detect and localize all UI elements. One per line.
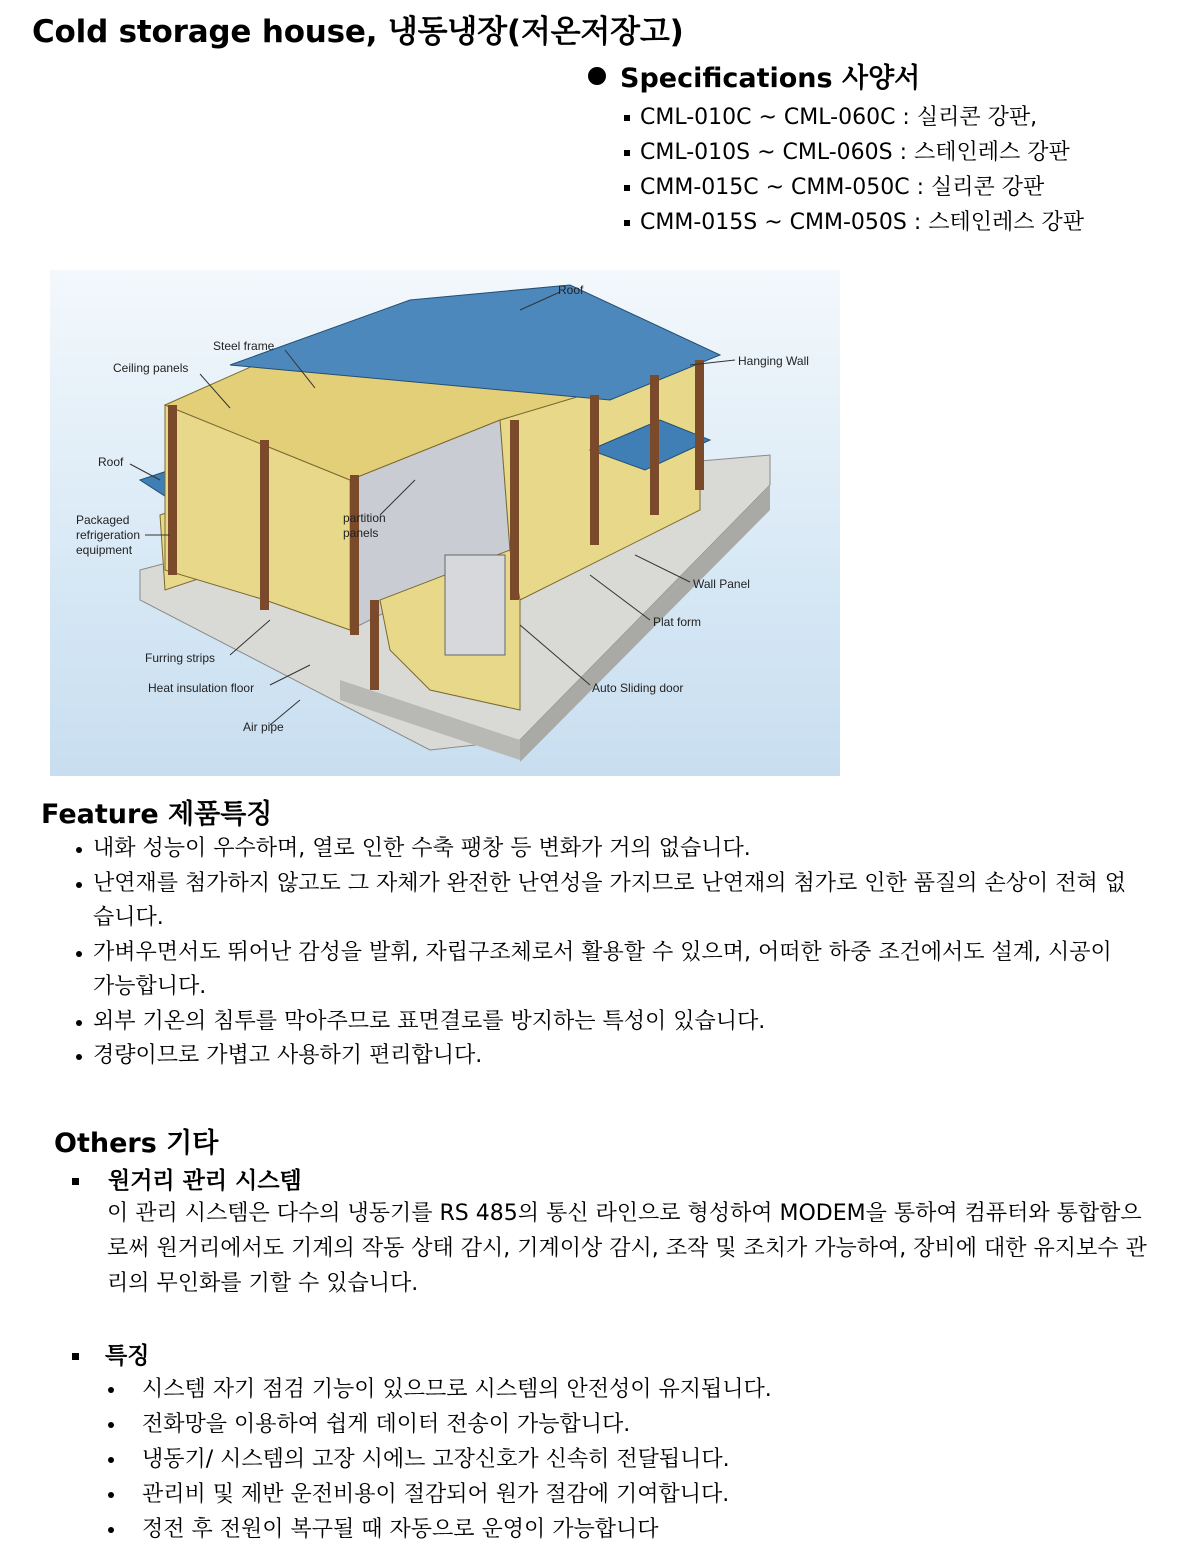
spec-item-text: CMM-015C ~ CMM-050C : 실리콘 강판 bbox=[640, 175, 1045, 200]
others-heading: Others 기타 bbox=[54, 1128, 219, 1159]
label-packaged-line2: refrigeration bbox=[76, 528, 141, 542]
sliding-door bbox=[445, 555, 505, 655]
label-roof-left: Roof bbox=[98, 455, 124, 469]
label-wall-panel: Wall Panel bbox=[693, 577, 750, 591]
feature-item-text: 경량이므로 가볍고 사용하기 편리합니다. bbox=[93, 1043, 483, 1068]
bullet-dot-icon bbox=[108, 1422, 114, 1428]
label-heat-insulation-floor: Heat insulation floor bbox=[148, 681, 255, 695]
square-bullet-icon bbox=[624, 220, 630, 226]
others-feature-item bbox=[106, 1512, 772, 1547]
feature-item-text: 난연재를 첨가하지 않고도 그 자체가 완전한 난연성을 가지므로 난연재의 첨가로 인한 품질의 손상이 전혀 없습니다. bbox=[93, 870, 1126, 930]
label-plat-form: Plat form bbox=[653, 615, 702, 629]
specifications-section bbox=[588, 60, 1084, 240]
spec-item bbox=[624, 170, 1084, 205]
remote-system-heading-text: 원거리 관리 시스템 bbox=[108, 1168, 302, 1194]
cold-storage-diagram bbox=[50, 270, 840, 776]
diagram-illustration bbox=[50, 270, 840, 776]
spec-item bbox=[624, 205, 1084, 240]
feature-item bbox=[76, 832, 1136, 867]
bullet-dot-icon bbox=[108, 1387, 114, 1393]
feature-item-text: 내화 성능이 우수하며, 열로 인한 수축 팽창 등 변화가 거의 없습니다. bbox=[93, 836, 751, 861]
others-feature-item bbox=[106, 1372, 772, 1407]
feature-heading: Feature 제품특징 bbox=[41, 799, 273, 830]
feature-item bbox=[76, 867, 1136, 936]
bullet-dot-icon bbox=[76, 882, 82, 888]
specifications-list bbox=[588, 100, 1084, 240]
specifications-heading bbox=[588, 60, 1084, 98]
feature-item bbox=[76, 1039, 1136, 1074]
bullet-dot-icon bbox=[108, 1492, 114, 1498]
spec-item-text: CML-010S ~ CML-060S : 스테인레스 강판 bbox=[640, 140, 1070, 165]
feature-item-text: 외부 기온의 침투를 막아주므로 표면결로를 방지하는 특성이 있습니다. bbox=[93, 1008, 766, 1034]
bullet-dot-icon bbox=[588, 67, 606, 85]
feature-list bbox=[76, 832, 1136, 1074]
spec-item bbox=[624, 100, 1084, 135]
others-feature-item-text: 정전 후 전원이 복구될 때 자동으로 운영이 가능합니다 bbox=[142, 1517, 659, 1542]
label-hanging-wall: Hanging Wall bbox=[738, 354, 809, 368]
spec-item-text: CMM-015S ~ CMM-050S : 스테인레스 강판 bbox=[640, 210, 1085, 235]
square-bullet-icon bbox=[624, 185, 630, 191]
bullet-dot-icon bbox=[76, 1020, 82, 1026]
others-feature-item bbox=[106, 1477, 772, 1512]
square-bullet-icon bbox=[72, 1178, 79, 1185]
label-furring-strips: Furring strips bbox=[145, 651, 216, 665]
label-roof-top: Roof bbox=[558, 283, 584, 297]
label-auto-sliding-door: Auto Sliding door bbox=[592, 681, 684, 695]
others-feature-item bbox=[106, 1442, 772, 1477]
label-ceiling-panels: Ceiling panels bbox=[113, 361, 189, 375]
bullet-dot-icon bbox=[76, 951, 82, 957]
label-air-pipe: Air pipe bbox=[243, 720, 284, 734]
square-bullet-icon bbox=[624, 150, 630, 156]
spec-item bbox=[624, 135, 1084, 170]
spec-item-text: CML-010C ~ CML-060C : 실리콘 강판, bbox=[640, 105, 1038, 130]
specifications-heading-text: Specifications 사양서 bbox=[620, 63, 921, 94]
others-feature-item bbox=[106, 1407, 772, 1442]
others-feature-item-text: 냉동기/ 시스템의 고장 시에느 고장신호가 신속히 전달됩니다. bbox=[142, 1447, 730, 1472]
label-packaged-line1: Packaged bbox=[76, 513, 130, 527]
bullet-dot-icon bbox=[108, 1527, 114, 1533]
bullet-dot-icon bbox=[76, 847, 82, 853]
label-packaged-line3: equipment bbox=[76, 543, 133, 557]
feature-item bbox=[76, 1005, 1136, 1040]
bullet-dot-icon bbox=[108, 1457, 114, 1463]
others-feature-item-text: 전화망을 이용하여 쉽게 데이터 전송이 가능합니다. bbox=[142, 1412, 631, 1437]
page-title: Cold storage house, 냉동냉장(저온저장고) bbox=[32, 14, 684, 50]
others-features-heading-text: 특징 bbox=[105, 1343, 150, 1369]
square-bullet-icon bbox=[72, 1353, 79, 1360]
others-feature-item-text: 시스템 자기 점검 기능이 있으므로 시스템의 안전성이 유지됩니다. bbox=[142, 1377, 772, 1402]
feature-item-text: 가벼우면서도 뛰어난 감성을 발휘, 자립구조체로서 활용할 수 있으며, 어떠한 하중 조건에서도 설계, 시공이 가능합니다. bbox=[93, 939, 1112, 999]
feature-item bbox=[76, 936, 1136, 1005]
remote-system-heading bbox=[72, 1162, 302, 1195]
label-partition-line2: panels bbox=[343, 526, 379, 540]
label-steel-frame: Steel frame bbox=[213, 339, 275, 353]
others-features-list bbox=[106, 1372, 772, 1547]
others-features-heading bbox=[72, 1337, 149, 1370]
square-bullet-icon bbox=[624, 115, 630, 121]
others-feature-item-text: 관리비 및 제반 운전비용이 절감되어 원가 절감에 기여합니다. bbox=[142, 1482, 730, 1507]
bullet-dot-icon bbox=[76, 1054, 82, 1060]
label-partition-line1: partition bbox=[343, 511, 386, 525]
remote-system-description: 이 관리 시스템은 다수의 냉동기를 RS 485의 통신 라인으로 형성하여 MODEM을 통하여 컴퓨터와 통합함으로써 원거리에서도 기계의 작동 상태 감시, 기계이상 감시, 조작 및 조치가 가능하여, 장비에 대한 유지보수 관리의 무인화를 기할 수 있습니다. bbox=[107, 1201, 1147, 1296]
